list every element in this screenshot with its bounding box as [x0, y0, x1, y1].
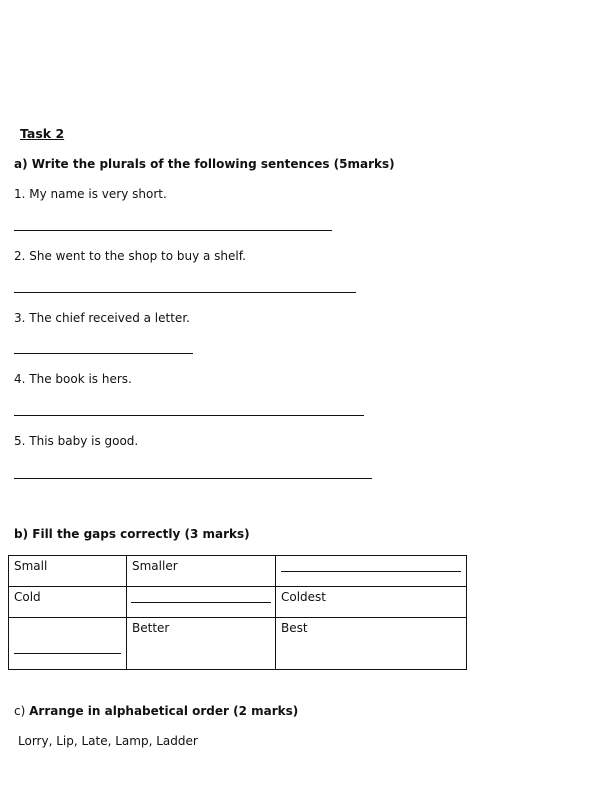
fill-gaps-table — [8, 555, 467, 670]
section-b-heading: b) Fill the gaps correctly (3 marks) — [14, 527, 250, 541]
section-c-title: Arrange in alphabetical order (2 marks) — [29, 704, 299, 718]
section-c-heading — [14, 704, 298, 718]
answer-line-4[interactable] — [14, 415, 364, 416]
question-2: 2. She went to the shop to buy a shelf. — [14, 249, 246, 263]
section-c-label: c) — [14, 704, 26, 718]
table-row — [9, 618, 467, 670]
table-cell: Smaller — [127, 556, 276, 587]
task-title: Task 2 — [20, 126, 65, 141]
answer-line-3[interactable] — [14, 353, 193, 354]
question-1: 1. My name is very short. — [14, 187, 167, 201]
table-cell: Best — [276, 618, 467, 670]
section-a-heading: a) Write the plurals of the following sentences (5marks) — [14, 157, 395, 171]
blank-line[interactable] — [14, 653, 121, 654]
question-5: 5. This baby is good. — [14, 434, 139, 448]
question-3: 3. The chief received a letter. — [14, 311, 190, 325]
blank-cell[interactable] — [127, 587, 276, 618]
blank-cell[interactable] — [9, 618, 127, 670]
table-row — [9, 556, 467, 587]
answer-line-1[interactable] — [14, 230, 332, 231]
table-cell: Cold — [9, 587, 127, 618]
blank-line[interactable] — [281, 571, 461, 572]
blank-line[interactable] — [131, 602, 271, 603]
answer-line-2[interactable] — [14, 292, 356, 293]
question-4: 4. The book is hers. — [14, 372, 132, 386]
table-cell: Better — [127, 618, 276, 670]
answer-line-5[interactable] — [14, 478, 372, 479]
table-cell: Coldest — [276, 587, 467, 618]
blank-cell[interactable] — [276, 556, 467, 587]
table-cell: Small — [9, 556, 127, 587]
word-list: Lorry, Lip, Late, Lamp, Ladder — [18, 734, 198, 748]
table-row — [9, 587, 467, 618]
